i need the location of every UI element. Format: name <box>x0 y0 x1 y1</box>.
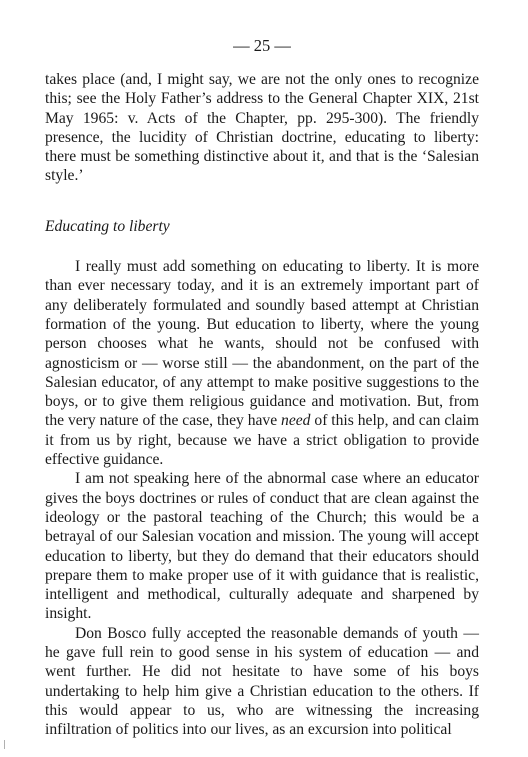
margin-scan-mark <box>4 740 5 749</box>
book-page <box>45 36 479 740</box>
page-number: — 25 — <box>233 36 291 55</box>
paragraph-continuation: takes place (and, I might say, we are not the only ones to recognize this; see the Holy Father’s address to the General Chapter XIX, 21st May 1965: v. Acts of the Chapter, pp. 295-300). The friendly presence, the lucidity of Christian doctrine, educating to liberty: there must be something distinctive about it, and that is the ‘Salesian style.’ <box>45 71 479 185</box>
paragraph-educating-to-liberty <box>45 257 479 469</box>
paragraph-text-part: of this help, and can claim it from us by right, because we have a strict obligation to provide effective guidance. <box>45 412 479 469</box>
paragraph-don-bosco: Don Bosco fully accepted the reasonable demands of youth — he gave full rein to good sense in his system of education — and went further. He did not hesitate to have some of his boys undertaking to help him give a Christian education to the others. If this would appear to us, who are witnessing the increasing infiltration of politics into our lives, as an excursion into political <box>45 624 479 739</box>
section-heading: Educating to liberty <box>45 217 170 235</box>
paragraph-text-part: I really must add something on educating to liberty. It is more than ever necessary today, and it is an extremely important part of any deliberately formulated and soundly based attempt at Christian formation of the young. But education to liberty, where the young person chooses what he wants, should not be confused with agnosticism or — worse still — the abandonment, on the part of the Salesian educator, of any attempt to make positive suggestions to the boys, or to give them religious guidance and motivation. But, from the very nature of the case, they have <box>45 258 479 430</box>
emphasized-word: need <box>281 412 311 430</box>
paragraph-abnormal-case: I am not speaking here of the abnormal case where an educator gives the boys doctrines or rules of conduct that are clean against the ideology or the pastoral teaching of the Church; this would be a betrayal of our Salesian vocation and mission. The young will accept education to liberty, but they do demand that their educators should prepare them to make proper use of it with guidance that is realistic, intelligent and methodical, culturally adequate and sharpened by insight. <box>45 470 479 623</box>
